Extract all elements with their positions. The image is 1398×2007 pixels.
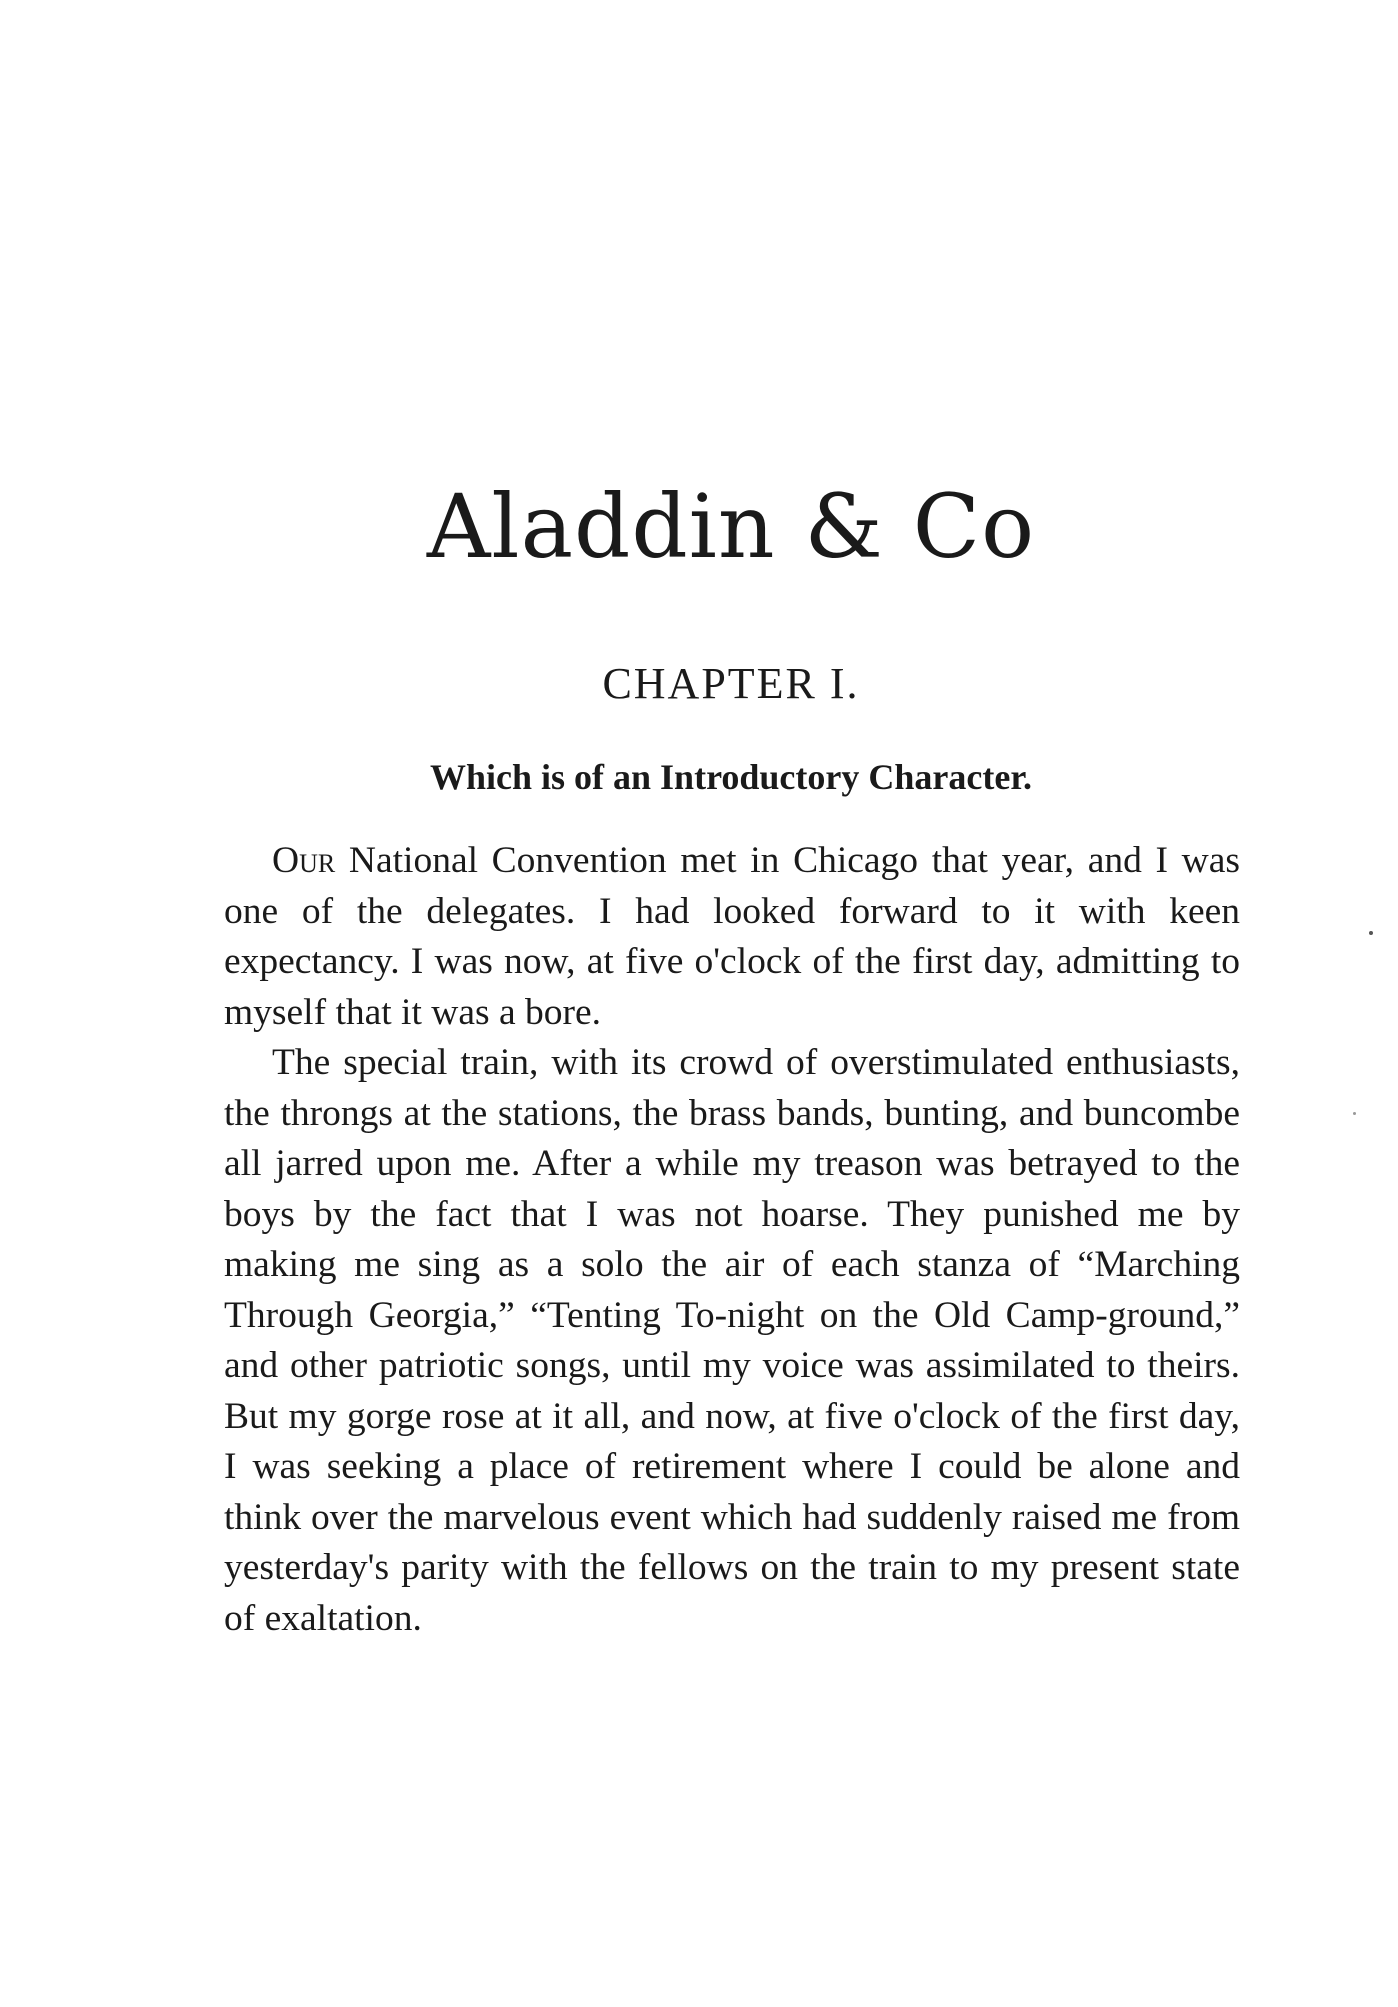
scan-speck bbox=[1369, 931, 1373, 935]
chapter-subtitle: Which is of an Introductory Character. bbox=[430, 757, 1032, 797]
paragraph-1 bbox=[224, 836, 1240, 1038]
paragraph-1-text: National Convention met in Chicago that year, and I was one of the delegates. I had looked forward to it with keen expectancy. I was now, at five o'clock of the first day, admitting to myself that it was a bore. bbox=[224, 840, 1240, 1033]
paragraph-2: The special train, with its crowd of overstimulated enthusiasts, the throngs at the stations, the brass bands, bunting, and buncombe all jarred upon me. After a while my treason was betrayed to the boys by the fact that I was not hoarse. They punished me by making me sing as a solo the air of each stanza of “Marching Through Georgia,” “Tenting To-night on the Old Camp-ground,” and other patriotic songs, until my voice was assimilated to theirs. But my gorge rose at it all, and now, at five o'clock of the first day, I was seeking a place of retirement where I could be alone and think over the marvelous event which had suddenly raised me from yesterday's parity with the fellows on the train to my present state of exaltation. bbox=[224, 1042, 1240, 1639]
book-title: Aladdin & Co bbox=[426, 475, 1036, 578]
chapter-body bbox=[224, 836, 1240, 1644]
chapter-number: CHAPTER I. bbox=[602, 659, 860, 708]
scan-speck bbox=[1353, 1112, 1356, 1115]
paragraph-lead-smallcaps: Our bbox=[272, 840, 336, 881]
